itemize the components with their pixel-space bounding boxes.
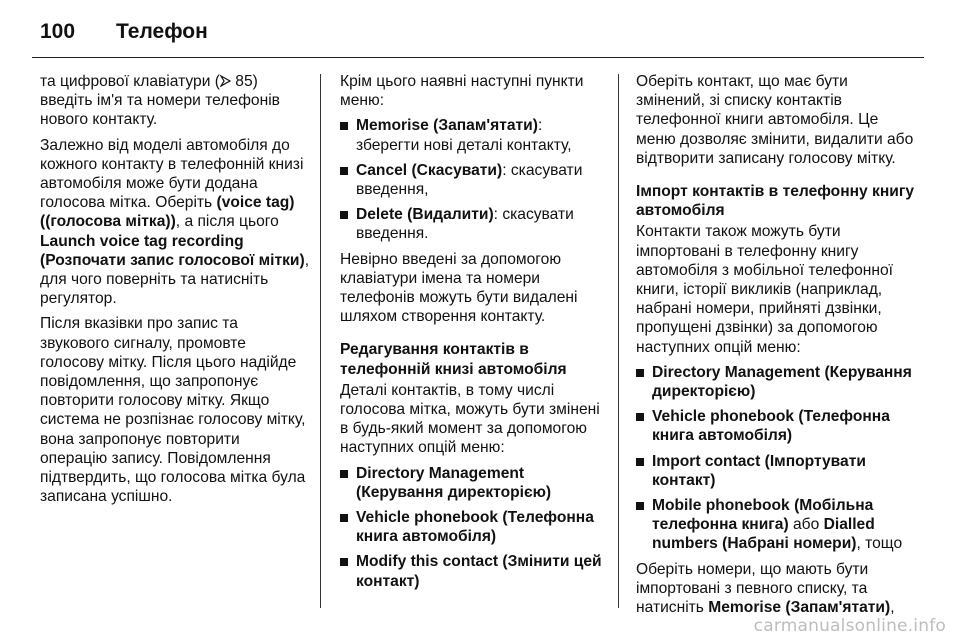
list-item: Memorise (Запам'ятати): зберегти нові деталі контакту, — [340, 116, 608, 154]
column-3 — [636, 72, 916, 623]
paragraph: Після вказівки про запис та звукового сигналу, промовте голосову мітку. Після цього надійде повідомлення, що запропонує повторити голосову мітку. Якщо система не розпізнає голосову мітку, вона запропонує повторити операцію запису. Повідомлення підтвердить, що голосова мітка була записана успішно. — [40, 315, 306, 506]
paragraph: Деталі контактів, в тому числі голосова мітка, можуть бути змінені в будь-який момент за допомогою наступних опцій меню: — [340, 381, 600, 457]
list-item: Vehicle phonebook (Телефонна книга автомобіля) — [636, 407, 916, 445]
bullet-square-icon — [636, 413, 644, 421]
watermark: carmanualsonline.info — [753, 616, 946, 636]
menu-list — [340, 116, 608, 243]
section-heading: Імпорт контактів в телефонну книгу автомобіля — [636, 183, 915, 220]
column-divider — [618, 74, 619, 608]
list-item: Directory Management (Керування директорією) — [340, 464, 608, 502]
column-divider — [320, 74, 321, 608]
paragraph: та цифрової клавіатури ( 85) введіть ім'я та номери телефонів нового контакту. — [40, 73, 280, 129]
paragraph: Залежно від моделі автомобіля до кожного контакту в телефонній книзі автомобіля може бути додана голосова мітка. Оберіть (voice tag) ((голосова мітка)), а після цього Launch voice tag recording (Розпочати запис голосової мітки), для чого поверніть та натисніть регулятор. — [40, 136, 310, 308]
menu-list — [636, 363, 916, 554]
column-2 — [340, 72, 608, 597]
menu-list — [340, 464, 608, 591]
arrow-right-outline-icon[interactable] — [220, 73, 231, 85]
bullet-square-icon — [340, 470, 348, 478]
list-item: Delete (Видалити): скасувати введення. — [340, 205, 608, 243]
bullet-square-icon — [636, 502, 644, 510]
list-item: Cancel (Скасувати): скасувати введення, — [340, 161, 608, 199]
list-item: Modify this contact (Змінити цей контакт) — [340, 552, 608, 590]
column-1 — [40, 72, 310, 512]
paragraph: Крім цього наявні наступні пункти меню: — [340, 73, 584, 110]
page-header — [40, 14, 920, 50]
list-item: Directory Management (Керування директорією) — [636, 363, 916, 401]
section-heading: Редагування контактів в телефонній книзі автомобіля — [340, 341, 567, 378]
list-item: Vehicle phonebook (Телефонна книга автомобіля) — [340, 508, 608, 546]
bullet-square-icon — [636, 369, 644, 377]
page-number: 100 — [40, 20, 76, 43]
bullet-square-icon — [340, 514, 348, 522]
bullet-square-icon — [340, 167, 348, 175]
bullet-square-icon — [340, 211, 348, 219]
header-rule — [32, 57, 924, 58]
bullet-square-icon — [340, 122, 348, 130]
bullet-square-icon — [636, 458, 644, 466]
paragraph: Оберіть контакт, що має бути змінений, зі списку контактів телефонної книги автомобіля. Це меню дозволяє змінити, видалити або відтворити записану голосову мітку. — [636, 73, 914, 167]
paragraph: Контакти також можуть бути імпортовані в телефонну книгу автомобіля з мобільної телефонної книги, історії викликів (наприклад, набрані номери, прийняті дзвінки, пропущені дзвінки) за допомогою наступних опцій меню: — [636, 223, 893, 356]
page-title: Телефон — [116, 20, 208, 43]
bullet-square-icon — [340, 558, 348, 566]
paragraph: Оберіть номери, що мають бути імпортовані з певного списку, та натисніть Memorise (Запам'ятати), — [636, 560, 895, 617]
list-item: Import contact (Імпортувати контакт) — [636, 452, 916, 490]
list-item: Mobile phonebook (Мобільна телефонна книга) або Dialled numbers (Набрані номери), тощо — [636, 496, 916, 554]
paragraph: Невірно введені за допомогою клавіатури імена та номери телефонів можуть бути видалені шляхом створення контакту. — [340, 250, 578, 326]
